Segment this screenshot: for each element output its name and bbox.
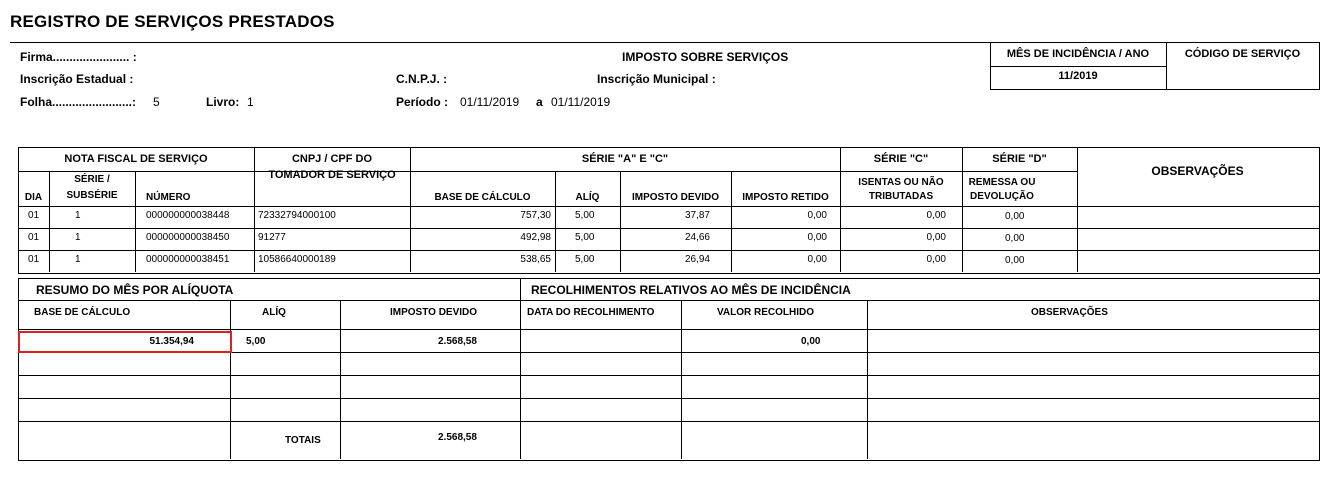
grid-line xyxy=(681,300,682,459)
sum-col-valor: VALOR RECOLHIDO xyxy=(717,307,815,318)
cell-base: 538,65 xyxy=(520,254,551,265)
totais-label: TOTAIS xyxy=(285,435,321,446)
col-remessa-line2: DEVOLUÇÃO xyxy=(970,191,1034,202)
col-isentas-line1: ISENTAS OU NÃO xyxy=(858,177,944,188)
sum-col-base: BASE DE CÁLCULO xyxy=(34,307,131,318)
grid-line xyxy=(230,300,231,459)
page-title: REGISTRO DE SERVIÇOS PRESTADOS xyxy=(10,12,335,31)
cell-base: 492,98 xyxy=(520,232,551,243)
col-isentas-line2: TRIBUTADAS xyxy=(868,191,934,202)
cell-serie: 1 xyxy=(75,232,81,243)
periodo-label: Período : xyxy=(396,95,449,109)
grid-line xyxy=(18,421,1319,422)
col-remessa-line1: REMESSA OU xyxy=(968,177,1036,188)
cell-cnpj: 91277 xyxy=(258,232,286,243)
grid-line xyxy=(18,206,1319,207)
cell-serie: 1 xyxy=(75,254,81,265)
sum-col-aliq: ALÍQ xyxy=(262,307,286,318)
folha-label: Folha........................: xyxy=(20,95,137,109)
cnpj-header-line2: TOMADOR DE SERVIÇO xyxy=(268,169,396,181)
imposto-title: IMPOSTO SOBRE SERVIÇOS xyxy=(622,50,789,64)
livro-value: 1 xyxy=(247,95,254,109)
cnpj-header-line1: CNPJ / CPF DO xyxy=(291,153,373,165)
cell-dia: 01 xyxy=(28,232,40,243)
grid-line xyxy=(867,300,868,459)
inscricao-municipal-label: Inscrição Municipal : xyxy=(597,72,716,86)
cell-remessa: 0,00 xyxy=(1005,255,1025,266)
grid-line xyxy=(135,171,136,272)
grid-line xyxy=(18,250,1319,251)
grid-line xyxy=(18,398,1319,399)
periodo-from: 01/11/2019 xyxy=(460,95,520,109)
col-base-calculo: BASE DE CÁLCULO xyxy=(434,192,531,203)
serie-d-header: SÉRIE "D" xyxy=(992,153,1047,165)
grid-line xyxy=(49,171,50,272)
grid-line xyxy=(18,329,1319,330)
cell-remessa: 0,00 xyxy=(1005,211,1025,222)
nf-group-header: NOTA FISCAL DE SERVIÇO xyxy=(64,153,208,165)
sum-col-data: DATA DO RECOLHIMENTO xyxy=(527,307,655,318)
cell-devido: 24,66 xyxy=(684,232,710,243)
col-imposto-devido: IMPOSTO DEVIDO xyxy=(631,192,720,203)
grid-line xyxy=(340,300,341,459)
cell-remessa: 0,00 xyxy=(1005,233,1025,244)
cell-aliq: 5,00 xyxy=(575,254,595,265)
col-numero: NÚMERO xyxy=(146,192,191,203)
cell-isentas: 0,00 xyxy=(926,210,946,221)
codigo-servico-label: CÓDIGO DE SERVIÇO xyxy=(1184,48,1301,60)
grid-line xyxy=(18,300,1319,301)
cell-cnpj: 10586640000189 xyxy=(258,254,336,265)
cell-devido: 37,87 xyxy=(684,210,710,221)
serie-c-header: SÉRIE "C" xyxy=(873,153,929,165)
col-aliq: ALÍQ xyxy=(575,192,600,203)
cell-serie: 1 xyxy=(75,210,81,221)
incidencia-hline xyxy=(990,66,1167,67)
mes-incidencia-value: 11/2019 xyxy=(1058,70,1098,82)
recolhimentos-title: RECOLHIMENTOS RELATIVOS AO MÊS DE INCIDÊNCIA xyxy=(531,283,851,297)
livro-label: Livro: xyxy=(206,95,240,109)
sum-col-obs: OBSERVAÇÕES xyxy=(1031,307,1108,318)
col-serie-line2: SUBSÉRIE xyxy=(66,190,118,201)
cell-isentas: 0,00 xyxy=(926,232,946,243)
cell-retido: 0,00 xyxy=(807,254,827,265)
inscricao-estadual-label: Inscrição Estadual : xyxy=(20,72,134,86)
grid-line xyxy=(18,228,1319,229)
mes-incidencia-label: MÊS DE INCIDÊNCIA / ANO xyxy=(1006,48,1150,60)
grid-line xyxy=(520,278,521,459)
firma-label: Firma....................... : xyxy=(20,50,137,64)
periodo-sep: a xyxy=(536,95,543,109)
folha-value: 5 xyxy=(153,95,160,109)
sum-row-aliq: 5,00 xyxy=(246,336,266,347)
cell-numero: 000000000038451 xyxy=(146,254,230,265)
cell-base: 757,30 xyxy=(520,210,551,221)
cell-dia: 01 xyxy=(28,210,40,221)
grid-line xyxy=(18,375,1319,376)
observacoes-header: OBSERVAÇÕES xyxy=(1151,164,1244,178)
cell-cnpj: 72332794000100 xyxy=(258,210,336,221)
resumo-title: RESUMO DO MÊS POR ALÍQUOTA xyxy=(36,283,234,297)
cell-devido: 26,94 xyxy=(684,254,710,265)
grid-line xyxy=(555,171,556,272)
sum-col-imposto: IMPOSTO DEVIDO xyxy=(390,307,478,318)
title-divider xyxy=(10,42,990,43)
sum-row-base: 51.354,94 xyxy=(149,336,194,347)
cell-numero: 000000000038450 xyxy=(146,232,230,243)
col-imposto-retido: IMPOSTO RETIDO xyxy=(742,192,829,203)
cell-numero: 000000000038448 xyxy=(146,210,230,221)
cell-aliq: 5,00 xyxy=(575,232,595,243)
serie-ac-header: SÉRIE "A" E "C" xyxy=(581,153,669,165)
grid-line xyxy=(962,147,963,272)
cnpj-label: C.N.P.J. : xyxy=(396,72,448,86)
periodo-to: 01/11/2019 xyxy=(551,95,611,109)
summary-table xyxy=(18,278,1320,461)
grid-line xyxy=(254,147,255,272)
cell-isentas: 0,00 xyxy=(926,254,946,265)
cell-aliq: 5,00 xyxy=(575,210,595,221)
col-dia: DIA xyxy=(24,192,43,203)
col-serie-line1: SÉRIE / xyxy=(74,174,110,185)
cell-retido: 0,00 xyxy=(807,210,827,221)
cell-dia: 01 xyxy=(28,254,40,265)
totais-value: 2.568,58 xyxy=(438,432,477,443)
sum-row-valor: 0,00 xyxy=(801,336,821,347)
grid-line xyxy=(410,171,1077,172)
sum-row-imposto: 2.568,58 xyxy=(438,336,477,347)
cell-retido: 0,00 xyxy=(807,232,827,243)
